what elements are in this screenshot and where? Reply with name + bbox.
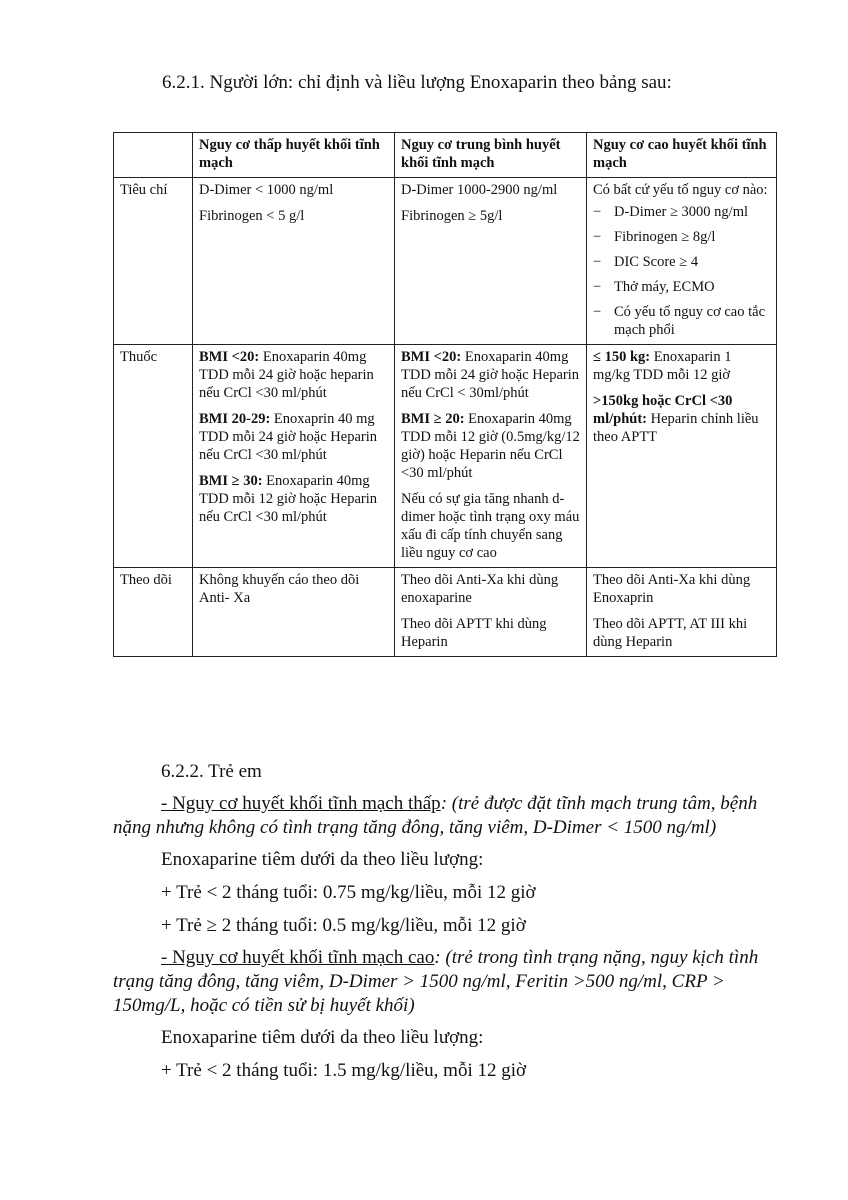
header-high-risk: Nguy cơ cao huyết khối tĩnh mạch [587,133,777,178]
section-heading-children: 6.2.2. Trẻ em [161,761,262,782]
list-item [593,253,770,271]
low-risk-paragraph [113,792,773,840]
criteria-low-cell [193,178,395,345]
header-medium-risk: Nguy cơ trung bình huyết khối tĩnh mạch [395,133,587,178]
monitor-line: Theo dõi APTT khi dùng Heparin [401,616,547,650]
list-item [593,203,770,221]
dose-condition: BMI 20-29: [199,411,271,427]
criteria-medium-line: Fibrinogen ≥ 5g/l [401,208,503,224]
low-risk-dose-under-2-months: + Trẻ < 2 tháng tuổi: 0.75 mg/kg/liều, mỗi 12 giờ [161,882,536,903]
dose-text: Enoxaparin 40mg TDD mỗi 12 giờ hoặc Heparin nếu CrCl <30 ml/phút [199,473,378,525]
high-risk-description: : (trẻ trong tình trạng nặng, nguy kịch tình trạng tăng đông, tăng viêm, D-Dimer > 1500 ng/ml, Feritin >500 ng/ml, CRP > 150mg/L, hoặc có tiền sử bị huyết khối) [113,947,759,1016]
list-item [593,278,770,296]
dose-condition: >150kg hoặc CrCl <30 ml/phút: [593,393,733,427]
section-heading-adults: 6.2.1. Người lớn: chỉ định và liều lượng Enoxaparin theo bảng sau: [162,72,672,93]
drug-high-cell [587,345,777,568]
criteria-medium-line: D-Dimer 1000-2900 ng/ml [401,182,558,198]
risk-factor-text: Fibrinogen ≥ 8g/l [614,229,716,245]
dose-condition: BMI <20: [401,349,462,365]
dose-condition: BMI ≥ 30: [199,473,263,489]
risk-factor-text: D-Dimer ≥ 3000 ng/ml [614,204,749,220]
dose-text: Enoxaparin 1 mg/kg TDD mỗi 12 giờ [593,349,732,383]
monitor-low-cell [193,568,395,657]
dose-condition: BMI ≥ 20: [401,411,465,427]
risk-factor-text: DIC Score ≥ 4 [614,254,699,270]
dash-bullet: − [593,279,602,295]
row-label-criteria: Tiêu chí [114,178,193,345]
dose-line [593,392,770,446]
criteria-high-cell [587,178,777,345]
low-risk-intro: Enoxaparine tiêm dưới da theo liều lượng: [161,849,484,870]
dose-line [401,348,580,402]
high-risk-dose-under-2-months: + Trẻ < 2 tháng tuổi: 1.5 mg/kg/liều, mỗi 12 giờ [161,1060,527,1081]
table-row-monitoring [114,568,777,657]
children-section [113,760,773,1083]
dose-text: Enoxaparin 40mg TDD mỗi 24 giờ hoặc heparin nếu CrCl <30 ml/phút [199,349,374,401]
dose-line [199,410,388,464]
table-row-criteria [114,178,777,345]
risk-factor-text: Có yếu tố nguy cơ cao tắc mạch phổi [614,304,766,338]
monitor-high-cell [587,568,777,657]
dose-line [199,472,388,526]
dose-condition: ≤ 150 kg: [593,349,651,365]
high-risk-factor-list [593,203,770,339]
dose-text: Heparin chỉnh liều theo APTT [593,411,759,445]
monitor-line: Theo dõi Anti-Xa khi dùng Enoxaprin [593,572,751,606]
criteria-medium-cell [395,178,587,345]
dose-line [401,410,580,482]
drug-low-cell [193,345,395,568]
dash-bullet: − [593,204,602,220]
criteria-low-line: Fibrinogen < 5 g/l [199,208,305,224]
high-risk-paragraph [113,946,773,1018]
dose-line [199,348,388,402]
dose-condition: BMI <20: [199,349,260,365]
header-low-risk: Nguy cơ thấp huyết khối tĩnh mạch [193,133,395,178]
dose-line [401,490,580,562]
list-item [593,228,770,246]
monitor-line: Không khuyến cáo theo dõi Anti- Xa [199,572,360,606]
row-label-monitoring: Theo dõi [114,568,193,657]
dose-text: Enoxaparin 40mg TDD mỗi 12 giờ (0.5mg/kg/12 giờ) hoặc Heparin nếu CrCl <30 ml/phút [401,411,580,481]
low-risk-label: - Nguy cơ huyết khối tĩnh mạch thấp [161,793,441,814]
table-row-drug [114,345,777,568]
table-header-row [114,133,777,178]
high-risk-label: - Nguy cơ huyết khối tĩnh mạch cao [161,947,435,968]
dash-bullet: − [593,254,602,270]
header-empty-cell [114,133,193,178]
dose-line [593,348,770,384]
criteria-high-intro: Có bất cứ yếu tố nguy cơ nào: [593,182,768,198]
monitor-line: Theo dõi Anti-Xa khi dùng enoxaparine [401,572,559,606]
row-label-drug: Thuốc [114,345,193,568]
dose-text: Enoxaparin 40mg TDD mỗi 24 giờ hoặc Heparin nếu CrCl < 30ml/phút [401,349,580,401]
risk-factor-text: Thở máy, ECMO [614,279,715,295]
low-risk-description: : (trẻ được đặt tĩnh mạch trung tâm, bệnh nặng nhưng không có tình trạng tăng đông, tăng viêm, D-Dimer < 1500 ng/ml) [113,793,758,838]
high-risk-intro: Enoxaparine tiêm dưới da theo liều lượng: [161,1027,484,1048]
dose-text: Enoxaprin 40 mg TDD mỗi 24 giờ hoặc Heparin nếu CrCl <30 ml/phút [199,411,378,463]
monitor-line: Theo dõi APTT, AT III khi dùng Heparin [593,616,748,650]
low-risk-dose-over-2-months: + Trẻ ≥ 2 tháng tuổi: 0.5 mg/kg/liều, mỗi 12 giờ [161,915,526,936]
drug-medium-cell [395,345,587,568]
enoxaparin-dosing-table [113,132,777,657]
monitor-medium-cell [395,568,587,657]
criteria-low-line: D-Dimer < 1000 ng/ml [199,182,334,198]
dose-text: Nếu có sự gia tăng nhanh d-dimer hoặc tình trạng oxy máu xấu đi cấp tính chuyển sang liều nguy cơ cao [401,491,580,561]
dash-bullet: − [593,229,602,245]
dash-bullet: − [593,304,602,320]
list-item [593,303,770,339]
